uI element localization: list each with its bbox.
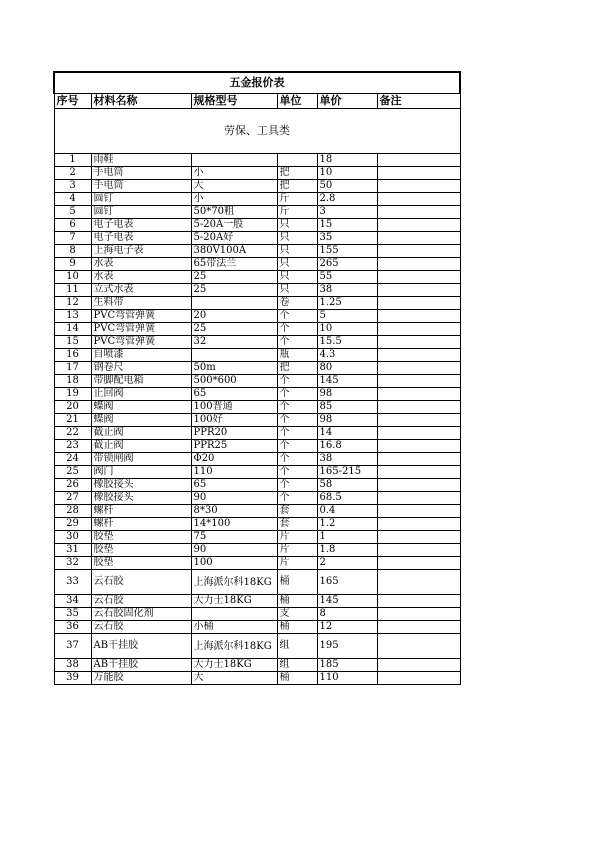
cell-name: 手电筒 [91, 180, 191, 193]
table-row [54, 479, 460, 492]
cell-no: 28 [54, 505, 91, 518]
cell-note [377, 518, 460, 531]
cell-unit: 个 [277, 375, 317, 388]
cell-note [377, 297, 460, 310]
cell-no: 16 [54, 349, 91, 362]
cell-unit [277, 154, 317, 167]
cell-name: 蝶阀 [91, 414, 191, 427]
cell-name: 带锁闸阀 [91, 453, 191, 466]
cell-no: 24 [54, 453, 91, 466]
cell-unit: 把 [277, 180, 317, 193]
cell-spec: 32 [191, 336, 277, 349]
cell-spec: 75 [191, 531, 277, 544]
cell-spec: 100普通 [191, 401, 277, 414]
cell-note [377, 505, 460, 518]
cell-no: 27 [54, 492, 91, 505]
cell-note [377, 245, 460, 258]
cell-no: 15 [54, 336, 91, 349]
cell-note [377, 440, 460, 453]
cell-name: 生料带 [91, 297, 191, 310]
section-row [54, 109, 460, 154]
cell-note [377, 167, 460, 180]
table-row [54, 232, 460, 245]
cell-name: PVC弯管弹簧 [91, 310, 191, 323]
cell-name: 水表 [91, 271, 191, 284]
cell-name: 截止阀 [91, 440, 191, 453]
table-row [54, 310, 460, 323]
cell-name: 圆钉 [91, 206, 191, 219]
cell-unit: 组 [277, 659, 317, 672]
cell-price: 2 [317, 557, 377, 570]
cell-no: 13 [54, 310, 91, 323]
table-row [54, 323, 460, 336]
cell-note [377, 258, 460, 271]
price-sheet [53, 71, 459, 685]
table-row [54, 595, 460, 608]
cell-price: 185 [317, 659, 377, 672]
cell-price: 35 [317, 232, 377, 245]
cell-name: 止回阀 [91, 388, 191, 401]
cell-price: 3 [317, 206, 377, 219]
cell-note [377, 453, 460, 466]
table-row [54, 531, 460, 544]
cell-note [377, 427, 460, 440]
cell-price: 265 [317, 258, 377, 271]
cell-no: 22 [54, 427, 91, 440]
cell-price: 55 [317, 271, 377, 284]
cell-no: 20 [54, 401, 91, 414]
cell-no: 38 [54, 659, 91, 672]
table-row [54, 271, 460, 284]
cell-price: 16.8 [317, 440, 377, 453]
cell-note [377, 634, 460, 659]
cell-note [377, 388, 460, 401]
cell-note [377, 323, 460, 336]
header-no: 序号 [54, 94, 91, 109]
cell-no: 36 [54, 621, 91, 634]
cell-price: 38 [317, 284, 377, 297]
cell-name: 带脚配电箱 [91, 375, 191, 388]
cell-spec: 50*70粗 [191, 206, 277, 219]
table-row [54, 427, 460, 440]
table-row [54, 401, 460, 414]
cell-price: 10 [317, 323, 377, 336]
table-row [54, 180, 460, 193]
cell-name: 螺杆 [91, 505, 191, 518]
cell-unit: 套 [277, 518, 317, 531]
cell-name: 圆钉 [91, 193, 191, 206]
cell-spec: 380V100A [191, 245, 277, 258]
cell-unit: 只 [277, 245, 317, 258]
cell-note [377, 414, 460, 427]
cell-no: 19 [54, 388, 91, 401]
cell-note [377, 154, 460, 167]
header-name: 材料名称 [91, 94, 191, 109]
cell-spec: 大力士18KG [191, 595, 277, 608]
cell-unit: 桶 [277, 672, 317, 685]
cell-name: 雨鞋 [91, 154, 191, 167]
cell-note [377, 362, 460, 375]
section-title: 劳保、工具类 [54, 109, 460, 154]
cell-note [377, 466, 460, 479]
cell-no: 2 [54, 167, 91, 180]
cell-spec: PPR25 [191, 440, 277, 453]
cell-name: 云石胶固化剂 [91, 608, 191, 621]
cell-name: PVC弯管弹簧 [91, 323, 191, 336]
cell-price: 110 [317, 672, 377, 685]
cell-unit: 个 [277, 492, 317, 505]
cell-spec: 100好 [191, 414, 277, 427]
cell-unit: 片 [277, 557, 317, 570]
cell-no: 21 [54, 414, 91, 427]
cell-no: 7 [54, 232, 91, 245]
cell-note [377, 608, 460, 621]
cell-spec: 小桶 [191, 621, 277, 634]
cell-spec [191, 608, 277, 621]
cell-note [377, 544, 460, 557]
cell-unit: 只 [277, 258, 317, 271]
table-row [54, 466, 460, 479]
cell-no: 31 [54, 544, 91, 557]
table-row [54, 659, 460, 672]
cell-note [377, 570, 460, 595]
cell-unit: 套 [277, 505, 317, 518]
table-row [54, 414, 460, 427]
cell-unit: 只 [277, 219, 317, 232]
table-row [54, 672, 460, 685]
cell-no: 34 [54, 595, 91, 608]
cell-spec: 8*30 [191, 505, 277, 518]
cell-note [377, 659, 460, 672]
table-row [54, 167, 460, 180]
cell-price: 145 [317, 375, 377, 388]
cell-no: 12 [54, 297, 91, 310]
cell-no: 29 [54, 518, 91, 531]
cell-spec [191, 154, 277, 167]
cell-no: 6 [54, 219, 91, 232]
cell-no: 33 [54, 570, 91, 595]
cell-no: 8 [54, 245, 91, 258]
cell-unit: 斤 [277, 193, 317, 206]
cell-price: 98 [317, 388, 377, 401]
cell-no: 26 [54, 479, 91, 492]
cell-note [377, 531, 460, 544]
cell-spec: 5-20A好 [191, 232, 277, 245]
cell-name: 水表 [91, 258, 191, 271]
header-note: 备注 [377, 94, 460, 109]
cell-spec: 90 [191, 492, 277, 505]
cell-spec: 20 [191, 310, 277, 323]
cell-spec: 65 [191, 479, 277, 492]
cell-name: 胶垫 [91, 557, 191, 570]
table-row [54, 388, 460, 401]
cell-price: 10 [317, 167, 377, 180]
cell-spec: 上海派尔科18KG [191, 570, 277, 595]
table-row [54, 453, 460, 466]
cell-unit: 个 [277, 323, 317, 336]
header-price: 单价 [317, 94, 377, 109]
cell-unit: 组 [277, 634, 317, 659]
table-row [54, 154, 460, 167]
table-row [54, 557, 460, 570]
cell-note [377, 557, 460, 570]
cell-unit: 个 [277, 336, 317, 349]
cell-name: 钢卷尺 [91, 362, 191, 375]
cell-unit: 支 [277, 608, 317, 621]
table-row [54, 375, 460, 388]
table-row [54, 505, 460, 518]
cell-unit: 片 [277, 544, 317, 557]
cell-name: AB干挂胶 [91, 659, 191, 672]
cell-no: 23 [54, 440, 91, 453]
cell-no: 25 [54, 466, 91, 479]
cell-spec: 大 [191, 180, 277, 193]
table-row [54, 206, 460, 219]
header-spec: 规格型号 [191, 94, 277, 109]
cell-name: 橡胶接头 [91, 492, 191, 505]
cell-name: 云石胶 [91, 595, 191, 608]
cell-no: 32 [54, 557, 91, 570]
cell-name: PVC弯管弹簧 [91, 336, 191, 349]
table-row [54, 284, 460, 297]
cell-no: 18 [54, 375, 91, 388]
table-row [54, 362, 460, 375]
cell-spec: 25 [191, 284, 277, 297]
cell-spec: 500*600 [191, 375, 277, 388]
cell-spec: 5-20A一般 [191, 219, 277, 232]
table-row [54, 219, 460, 232]
cell-no: 14 [54, 323, 91, 336]
header-row [54, 94, 460, 109]
cell-note [377, 284, 460, 297]
cell-spec: 25 [191, 271, 277, 284]
table-row [54, 336, 460, 349]
cell-price: 1.25 [317, 297, 377, 310]
cell-spec: 大 [191, 672, 277, 685]
cell-note [377, 672, 460, 685]
cell-spec: 25 [191, 323, 277, 336]
cell-unit: 片 [277, 531, 317, 544]
cell-note [377, 349, 460, 362]
cell-no: 39 [54, 672, 91, 685]
cell-price: 98 [317, 414, 377, 427]
cell-no: 11 [54, 284, 91, 297]
cell-price: 15 [317, 219, 377, 232]
cell-unit: 个 [277, 310, 317, 323]
cell-price: 50 [317, 180, 377, 193]
cell-price: 12 [317, 621, 377, 634]
cell-no: 17 [54, 362, 91, 375]
cell-price: 155 [317, 245, 377, 258]
cell-note [377, 479, 460, 492]
cell-name: 胶垫 [91, 544, 191, 557]
cell-unit: 个 [277, 401, 317, 414]
cell-unit: 只 [277, 232, 317, 245]
cell-no: 10 [54, 271, 91, 284]
cell-unit: 个 [277, 427, 317, 440]
cell-name: 上海电子表 [91, 245, 191, 258]
price-table [53, 71, 461, 685]
cell-unit: 个 [277, 440, 317, 453]
cell-note [377, 401, 460, 414]
cell-name: 蝶阀 [91, 401, 191, 414]
cell-name: 自喷漆 [91, 349, 191, 362]
cell-spec: Φ20 [191, 453, 277, 466]
cell-name: 云石胶 [91, 570, 191, 595]
cell-no: 1 [54, 154, 91, 167]
cell-unit: 个 [277, 388, 317, 401]
cell-note [377, 206, 460, 219]
cell-unit: 卷 [277, 297, 317, 310]
header-unit: 单位 [277, 94, 317, 109]
cell-name: 橡胶接头 [91, 479, 191, 492]
cell-name: 胶垫 [91, 531, 191, 544]
cell-no: 3 [54, 180, 91, 193]
cell-price: 1.2 [317, 518, 377, 531]
cell-price: 0.4 [317, 505, 377, 518]
table-row [54, 245, 460, 258]
cell-spec [191, 349, 277, 362]
cell-note [377, 271, 460, 284]
table-row [54, 518, 460, 531]
cell-price: 38 [317, 453, 377, 466]
cell-price: 68.5 [317, 492, 377, 505]
cell-unit: 只 [277, 284, 317, 297]
cell-note [377, 219, 460, 232]
cell-name: 云石胶 [91, 621, 191, 634]
cell-price: 80 [317, 362, 377, 375]
table-title-row [54, 72, 460, 94]
cell-unit: 只 [277, 271, 317, 284]
table-row [54, 570, 460, 595]
cell-spec: 50m [191, 362, 277, 375]
cell-unit: 个 [277, 414, 317, 427]
cell-name: AB干挂胶 [91, 634, 191, 659]
cell-unit: 把 [277, 167, 317, 180]
cell-spec: 110 [191, 466, 277, 479]
cell-no: 4 [54, 193, 91, 206]
table-row [54, 634, 460, 659]
cell-note [377, 595, 460, 608]
cell-unit: 桶 [277, 621, 317, 634]
cell-note [377, 492, 460, 505]
cell-spec [191, 297, 277, 310]
table-row [54, 440, 460, 453]
cell-no: 30 [54, 531, 91, 544]
cell-note [377, 232, 460, 245]
cell-name: 螺杆 [91, 518, 191, 531]
table-row [54, 193, 460, 206]
cell-name: 电子电表 [91, 219, 191, 232]
cell-price: 8 [317, 608, 377, 621]
cell-name: 手电筒 [91, 167, 191, 180]
cell-price: 58 [317, 479, 377, 492]
cell-name: 立式水表 [91, 284, 191, 297]
cell-price: 4.3 [317, 349, 377, 362]
cell-no: 9 [54, 258, 91, 271]
cell-note [377, 621, 460, 634]
cell-spec: 小 [191, 193, 277, 206]
cell-note [377, 193, 460, 206]
cell-name: 万能胶 [91, 672, 191, 685]
cell-unit: 个 [277, 453, 317, 466]
cell-unit: 个 [277, 479, 317, 492]
cell-spec: 大力士18KG [191, 659, 277, 672]
cell-price: 165 [317, 570, 377, 595]
cell-note [377, 336, 460, 349]
table-row [54, 258, 460, 271]
table-row [54, 349, 460, 362]
cell-spec: 14*100 [191, 518, 277, 531]
cell-no: 5 [54, 206, 91, 219]
cell-price: 5 [317, 310, 377, 323]
cell-price: 2.8 [317, 193, 377, 206]
cell-spec: 65 [191, 388, 277, 401]
cell-price: 15.5 [317, 336, 377, 349]
cell-note [377, 310, 460, 323]
cell-name: 电子电表 [91, 232, 191, 245]
cell-name: 阀门 [91, 466, 191, 479]
cell-price: 1 [317, 531, 377, 544]
cell-price: 195 [317, 634, 377, 659]
table-row [54, 297, 460, 310]
cell-no: 37 [54, 634, 91, 659]
cell-note [377, 180, 460, 193]
cell-price: 14 [317, 427, 377, 440]
cell-spec: 上海派尔科18KG [191, 634, 277, 659]
cell-price: 165-215 [317, 466, 377, 479]
cell-spec: 90 [191, 544, 277, 557]
cell-spec: PPR20 [191, 427, 277, 440]
cell-unit: 桶 [277, 570, 317, 595]
cell-unit: 桶 [277, 595, 317, 608]
table-row [54, 621, 460, 634]
table-row [54, 608, 460, 621]
cell-unit: 个 [277, 466, 317, 479]
cell-name: 截止阀 [91, 427, 191, 440]
cell-no: 35 [54, 608, 91, 621]
cell-spec: 100 [191, 557, 277, 570]
cell-unit: 斤 [277, 206, 317, 219]
cell-note [377, 375, 460, 388]
table-row [54, 492, 460, 505]
cell-price: 85 [317, 401, 377, 414]
cell-unit: 把 [277, 362, 317, 375]
table-title: 五金报价表 [54, 72, 460, 94]
cell-spec: 小 [191, 167, 277, 180]
cell-price: 1.8 [317, 544, 377, 557]
cell-spec: 65带法兰 [191, 258, 277, 271]
table-row [54, 544, 460, 557]
cell-price: 18 [317, 154, 377, 167]
cell-unit: 瓶 [277, 349, 317, 362]
cell-price: 145 [317, 595, 377, 608]
